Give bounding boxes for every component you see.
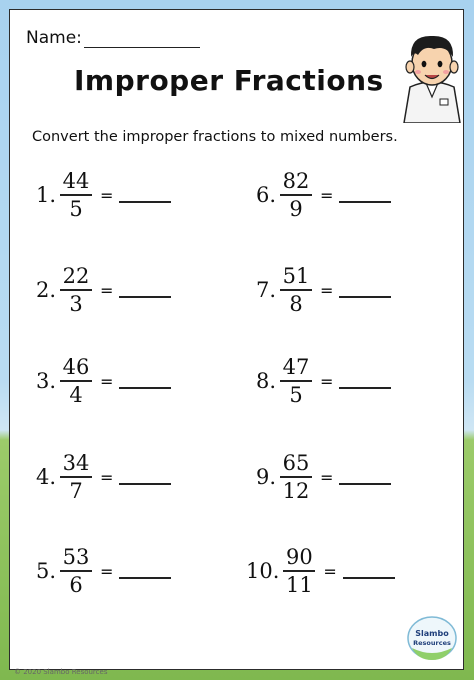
fraction-bar <box>280 289 312 291</box>
problem-10 <box>246 545 395 597</box>
denominator: 7 <box>69 479 83 503</box>
answer-blank[interactable] <box>339 373 391 389</box>
problem-number: 1. <box>36 183 57 207</box>
answer-blank[interactable] <box>339 469 391 485</box>
logo-line2: Resources <box>413 639 451 647</box>
denominator: 12 <box>282 479 310 503</box>
worksheet <box>9 9 464 670</box>
slambo-resources-logo <box>406 614 458 662</box>
denominator: 4 <box>69 383 83 407</box>
equals-sign: = <box>100 185 114 205</box>
boy-illustration <box>396 27 468 123</box>
name-field <box>26 28 200 48</box>
equals-sign: = <box>320 371 334 391</box>
problem-1 <box>36 169 171 221</box>
numerator: 53 <box>62 545 90 569</box>
problem-number: 5. <box>36 559 57 583</box>
name-label: Name: <box>26 28 82 48</box>
equals-sign: = <box>320 467 334 487</box>
instructions: Convert the improper fractions to mixed numbers. <box>32 129 398 145</box>
problem-5 <box>36 545 171 597</box>
equals-sign: = <box>320 280 334 300</box>
numerator: 47 <box>282 355 310 379</box>
denominator: 5 <box>69 197 83 221</box>
fraction-bar <box>60 380 92 382</box>
fraction <box>283 545 315 597</box>
problem-7 <box>256 264 391 316</box>
fraction-bar <box>280 380 312 382</box>
fraction <box>280 264 312 316</box>
answer-blank[interactable] <box>119 469 171 485</box>
problem-8 <box>256 355 391 407</box>
fraction <box>60 355 92 407</box>
copyright-footer: © 2020 Slambo Resources <box>14 668 108 676</box>
problem-number: 8. <box>256 369 277 393</box>
problem-number: 2. <box>36 278 57 302</box>
answer-blank[interactable] <box>339 282 391 298</box>
denominator: 3 <box>69 292 83 316</box>
fraction-bar <box>60 289 92 291</box>
fraction-bar <box>60 194 92 196</box>
denominator: 9 <box>289 197 303 221</box>
equals-sign: = <box>100 467 114 487</box>
fraction <box>280 355 312 407</box>
problem-9 <box>256 451 391 503</box>
fraction <box>280 169 312 221</box>
problem-3 <box>36 355 171 407</box>
denominator: 5 <box>289 383 303 407</box>
fraction <box>60 451 92 503</box>
fraction-bar <box>60 570 92 572</box>
numerator: 44 <box>62 169 90 193</box>
equals-sign: = <box>100 561 114 581</box>
equals-sign: = <box>100 280 114 300</box>
numerator: 34 <box>62 451 90 475</box>
fraction-bar <box>280 476 312 478</box>
problem-number: 10. <box>246 559 280 583</box>
fraction <box>60 264 92 316</box>
logo-line1: Slambo <box>415 629 449 638</box>
fraction-bar <box>283 570 315 572</box>
problem-4 <box>36 451 171 503</box>
problem-number: 6. <box>256 183 277 207</box>
answer-blank[interactable] <box>119 187 171 203</box>
answer-blank[interactable] <box>119 563 171 579</box>
denominator: 11 <box>286 573 313 597</box>
fraction <box>280 451 312 503</box>
answer-blank[interactable] <box>339 187 391 203</box>
answer-blank[interactable] <box>119 373 171 389</box>
answer-blank[interactable] <box>119 282 171 298</box>
numerator: 82 <box>282 169 310 193</box>
page-title: Improper Fractions <box>74 64 384 97</box>
problem-2 <box>36 264 171 316</box>
denominator: 8 <box>289 292 303 316</box>
problem-number: 7. <box>256 278 277 302</box>
denominator: 6 <box>69 573 83 597</box>
numerator: 46 <box>62 355 90 379</box>
numerator: 65 <box>282 451 310 475</box>
answer-blank[interactable] <box>343 563 395 579</box>
equals-sign: = <box>323 561 337 581</box>
fraction-bar <box>280 194 312 196</box>
problem-number: 9. <box>256 465 277 489</box>
numerator: 90 <box>286 545 313 569</box>
problem-6 <box>256 169 391 221</box>
equals-sign: = <box>100 371 114 391</box>
fraction-bar <box>60 476 92 478</box>
numerator: 22 <box>62 264 90 288</box>
name-blank[interactable] <box>84 29 200 48</box>
fraction <box>60 169 92 221</box>
numerator: 51 <box>282 264 310 288</box>
problem-number: 4. <box>36 465 57 489</box>
fraction <box>60 545 92 597</box>
equals-sign: = <box>320 185 334 205</box>
problem-number: 3. <box>36 369 57 393</box>
